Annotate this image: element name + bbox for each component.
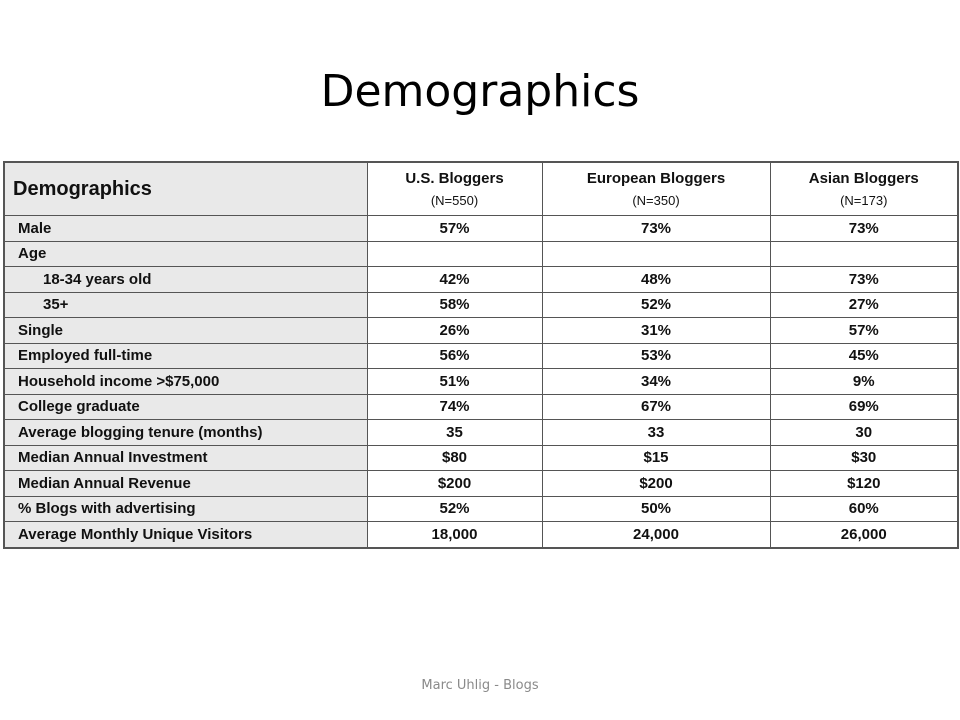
table-cell: 73% [770, 216, 958, 242]
table-cell: 74% [367, 394, 542, 420]
table-cell: 57% [367, 216, 542, 242]
column-header-european [542, 162, 770, 216]
row-label: 35+ [4, 292, 367, 318]
table-body [4, 216, 958, 548]
table-cell: 45% [770, 343, 958, 369]
table-row [4, 496, 958, 522]
table-cell: 24,000 [542, 522, 770, 548]
table-cell: 51% [367, 369, 542, 395]
table-cell: 50% [542, 496, 770, 522]
table-cell: 26% [367, 318, 542, 344]
table-cell: $200 [367, 471, 542, 497]
slide-footer: Marc Uhlig - Blogs [421, 678, 539, 693]
table-cell: 27% [770, 292, 958, 318]
row-label: Median Annual Revenue [4, 471, 367, 497]
table-row [4, 394, 958, 420]
table-row [4, 318, 958, 344]
table-cell: 26,000 [770, 522, 958, 548]
table-header-label: Demographics [4, 162, 367, 216]
row-label: % Blogs with advertising [4, 496, 367, 522]
table-row [4, 369, 958, 395]
table-cell: 52% [542, 292, 770, 318]
column-name: European Bloggers [586, 170, 726, 187]
table-row [4, 343, 958, 369]
table-cell: 69% [770, 394, 958, 420]
demographics-table [3, 161, 959, 549]
table-cell: $80 [367, 445, 542, 471]
table-cell: 48% [542, 267, 770, 293]
table-row [4, 471, 958, 497]
table-cell: 42% [367, 267, 542, 293]
table-cell: 58% [367, 292, 542, 318]
table-row [4, 522, 958, 548]
table-cell: 34% [542, 369, 770, 395]
table-cell: 30 [770, 420, 958, 446]
table-cell: 60% [770, 496, 958, 522]
table-cell: 73% [770, 267, 958, 293]
column-name: U.S. Bloggers [405, 170, 504, 187]
column-sample-size: (N=350) [632, 193, 680, 208]
column-name: Asian Bloggers [808, 170, 919, 187]
table-cell [542, 241, 770, 267]
table-cell: $200 [542, 471, 770, 497]
table-cell: 35 [367, 420, 542, 446]
row-label: Employed full-time [4, 343, 367, 369]
row-label: Age [4, 241, 367, 267]
column-header-asian [770, 162, 958, 216]
table-cell: 57% [770, 318, 958, 344]
table-cell [367, 241, 542, 267]
table-cell: 31% [542, 318, 770, 344]
row-label: Male [4, 216, 367, 242]
column-sample-size: (N=173) [840, 193, 888, 208]
row-label: Average Monthly Unique Visitors [4, 522, 367, 548]
column-header-us [367, 162, 542, 216]
table-row [4, 216, 958, 242]
table-cell: 52% [367, 496, 542, 522]
column-sample-size: (N=550) [430, 193, 479, 208]
table-cell: $30 [770, 445, 958, 471]
table-cell: 33 [542, 420, 770, 446]
table-cell: 9% [770, 369, 958, 395]
row-label: College graduate [4, 394, 367, 420]
table-cell: 53% [542, 343, 770, 369]
row-label: Single [4, 318, 367, 344]
table-cell: 73% [542, 216, 770, 242]
table-row [4, 420, 958, 446]
table-row [4, 241, 958, 267]
row-label: Average blogging tenure (months) [4, 420, 367, 446]
table-cell: 67% [542, 394, 770, 420]
table-cell [770, 241, 958, 267]
table-cell: 56% [367, 343, 542, 369]
table-cell: 18,000 [367, 522, 542, 548]
slide-title: Demographics [320, 66, 640, 117]
table-row [4, 267, 958, 293]
table-cell: $120 [770, 471, 958, 497]
table-row [4, 292, 958, 318]
table-header-row [4, 162, 958, 216]
table-row [4, 445, 958, 471]
table-cell: $15 [542, 445, 770, 471]
row-label: Median Annual Investment [4, 445, 367, 471]
row-label: 18-34 years old [4, 267, 367, 293]
row-label: Household income >$75,000 [4, 369, 367, 395]
